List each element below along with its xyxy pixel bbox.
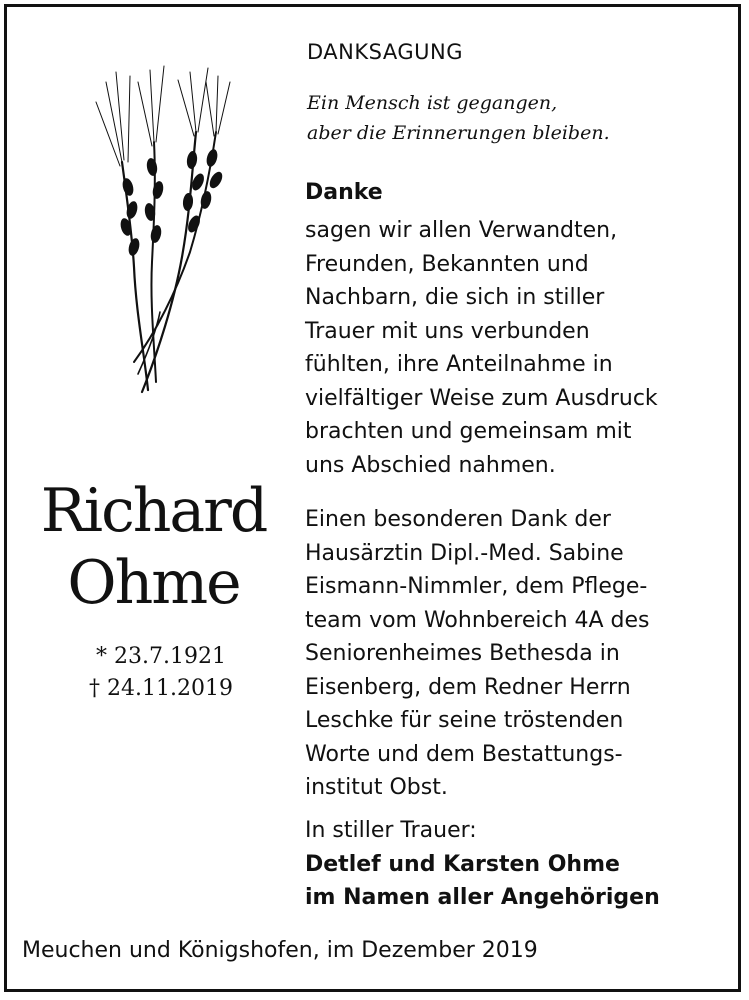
motto-line: Ein Mensch ist gegangen, (307, 92, 558, 114)
notice-heading: DANKSAGUNG (307, 40, 463, 64)
text-line: Worte und dem Bestattungs- (305, 741, 623, 767)
signatory-line: im Namen aller Angehörigen (305, 885, 660, 910)
text-line: team vom Wohnbereich 4A des (305, 607, 650, 633)
text-line: vielfältiger Weise zum Ausdruck (305, 385, 658, 411)
deceased-last-name: Ohme (67, 548, 240, 618)
text-line: fühlten, ihre Anteilnahme in (305, 352, 613, 377)
special-thanks-paragraph (305, 503, 650, 805)
text-line: uns Abschied nahmen. (305, 452, 556, 478)
death-date: † 24.11.2019 (89, 676, 233, 701)
deceased-first-name: Richard (40, 476, 267, 546)
closing-intro: In stiller Trauer: (305, 818, 477, 843)
motto-line: aber die Erinnerungen bleiben. (307, 122, 610, 144)
birth-date: * 23.7.1921 (96, 644, 226, 669)
text-line: Eismann-Nimmler, dem Pflege- (305, 574, 648, 599)
place-and-date: Meuchen und Königshofen, im Dezember 2019 (22, 938, 538, 963)
thanks-title: Danke (305, 180, 383, 205)
text-line: brachten und gemeinsam mit (305, 419, 632, 444)
text-line: Eisenberg, dem Redner Herrn (305, 674, 631, 700)
thanks-paragraph (305, 214, 658, 482)
closing-block (305, 814, 660, 915)
text-line: Einen besonderen Dank der (305, 507, 611, 532)
text-line: Hausärztin Dipl.-Med. Sabine (305, 540, 624, 566)
signatory-line: Detlef und Karsten Ohme (305, 851, 620, 877)
wheat-ears-icon (86, 62, 236, 402)
text-line: Seniorenheimes Bethesda in (305, 641, 620, 666)
motto (307, 88, 610, 148)
text-line: sagen wir allen Verwandten, (305, 218, 618, 243)
text-line: Trauer mit uns verbunden (305, 318, 590, 344)
text-line: Freunden, Bekannten und (305, 251, 589, 277)
text-line: Leschke für seine tröstenden (305, 708, 624, 733)
text-line: Nachbarn, die sich in stiller (305, 285, 605, 310)
text-line: institut Obst. (305, 775, 448, 800)
